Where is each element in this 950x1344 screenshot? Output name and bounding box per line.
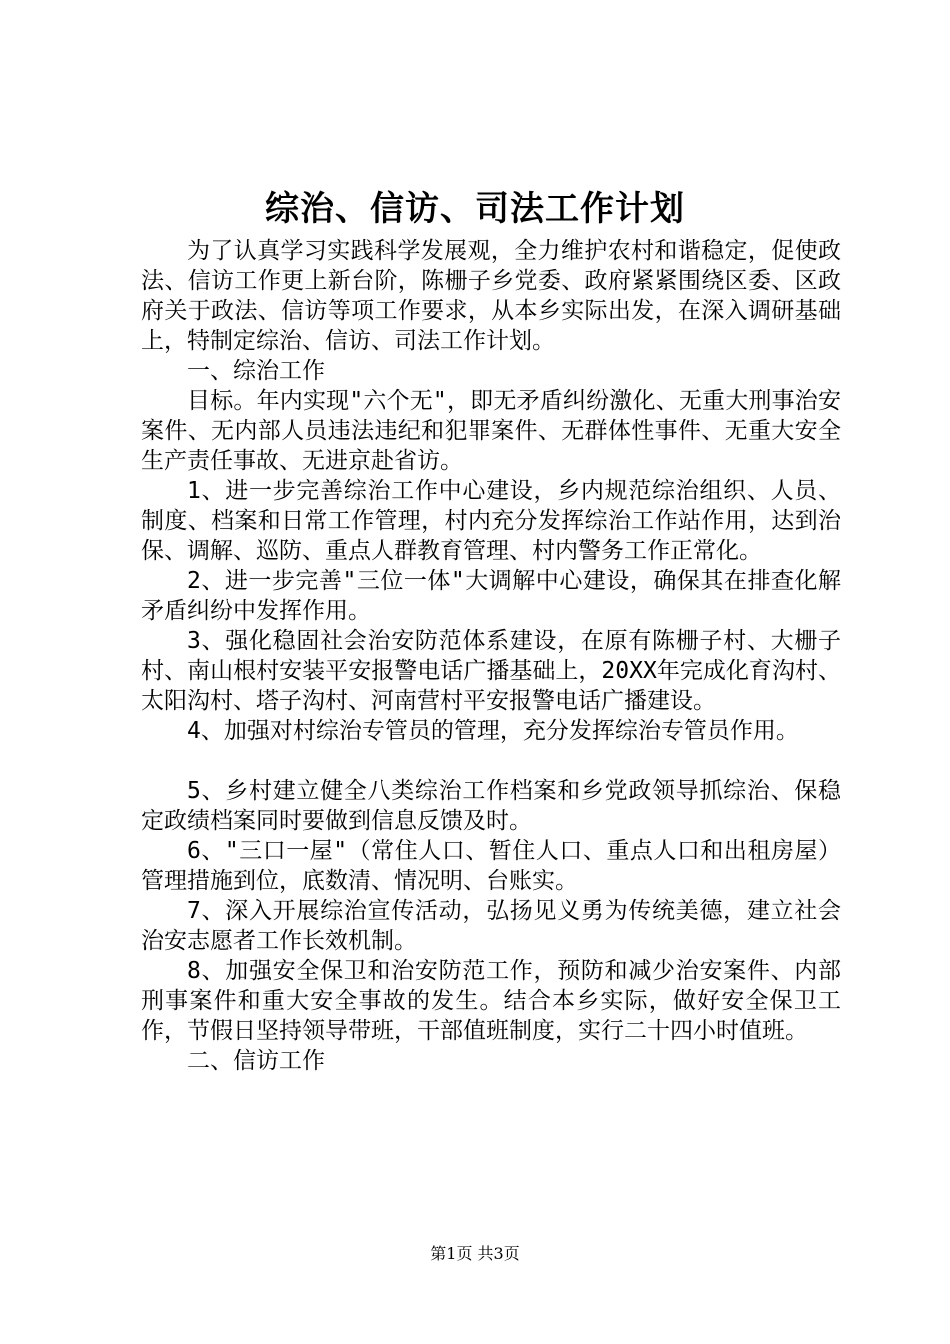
paragraph-item-7: 7、深入开展综治宣传活动，弘扬见义勇为传统美德，建立社会治安志愿者工作长效机制。 <box>141 898 841 954</box>
paragraph-goal: 目标。年内实现"六个无"，即无矛盾纠纷激化、无重大刑事治安案件、无内部人员违法违纪和犯罪案件、无群体性事件、无重大安全生产责任事故、无进京赴省访。 <box>141 388 841 474</box>
section-heading-comprehensive: 一、综治工作 <box>187 358 325 384</box>
section-heading-petition: 二、信访工作 <box>187 1048 325 1074</box>
paragraph-item-8: 8、加强安全保卫和治安防范工作，预防和减少治安案件、内部刑事案件和重大安全事故的发生。结合本乡实际，做好安全保卫工作，节假日坚持领导带班，干部值班制度，实行二十四小时值班。 <box>141 958 841 1044</box>
document-title: 综治、信访、司法工作计划 <box>265 189 685 229</box>
paragraph-item-2: 2、进一步完善"三位一体"大调解中心建设，确保其在排查化解矛盾纠纷中发挥作用。 <box>141 568 841 624</box>
paragraph-intro: 为了认真学习实践科学发展观，全力维护农村和谐稳定，促使政法、信访工作更上新台阶，陈栅子乡党委、政府紧紧围绕区委、区政府关于政法、信访等项工作要求，从本乡实际出发，在深入调研基础上，特制定综治、信访、司法工作计划。 <box>141 238 841 354</box>
document-body <box>141 236 841 1076</box>
paragraph-item-1: 1、进一步完善综治工作中心建设，乡内规范综治组织、人员、制度、档案和日常工作管理，村内充分发挥综治工作站作用，达到治保、调解、巡防、重点人群教育管理、村内警务工作正常化。 <box>141 478 841 564</box>
paragraph-item-4: 4、加强对村综治专管员的管理，充分发挥综治专管员作用。 <box>187 718 799 744</box>
paragraph-item-5: 5、乡村建立健全八类综治工作档案和乡党政领导抓综治、保稳定政绩档案同时要做到信息反馈及时。 <box>141 778 841 834</box>
page-footer: 第1页 共3页 <box>430 1244 520 1263</box>
paragraph-item-6: 6、"三口一屋"（常住人口、暂住人口、重点人口和出租房屋）管理措施到位，底数清、情况明、台账实。 <box>141 838 841 894</box>
paragraph-item-3: 3、强化稳固社会治安防范体系建设，在原有陈栅子村、大栅子村、南山根村安装平安报警电话广播基础上，20XX年完成化育沟村、太阳沟村、塔子沟村、河南营村平安报警电话广播建设。 <box>141 628 841 714</box>
